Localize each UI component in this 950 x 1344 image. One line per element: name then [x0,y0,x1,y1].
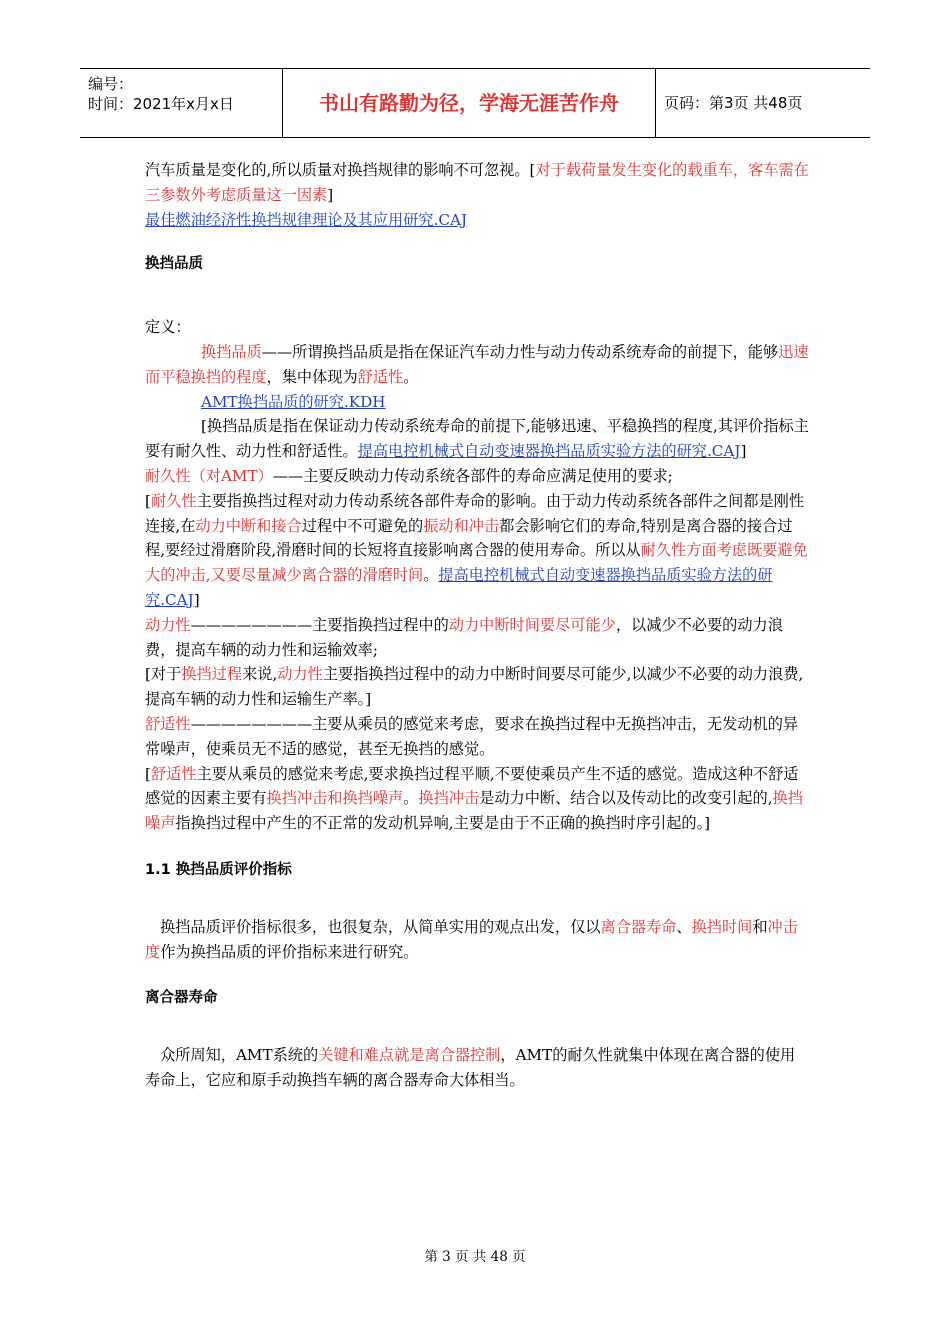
header-page-info: 页码：第3页 共48页 [664,94,803,112]
header-meta-cell [80,69,283,137]
page-header [80,68,870,138]
heading-shift-quality: 换挡品质 [145,256,203,273]
page-footer: 第 3 页 共 48 页 [424,1249,526,1265]
paragraph-durability: 耐久性（对AMT）——主要反映动力传动系统各部件的寿命应满足使用的要求; [145,466,673,485]
paragraph-comfort-quote: [舒适性主要从乘员的感觉来考虑,要求换挡过程平顺,不要使乘员产生不适的感觉。造成这种不舒适感觉的因素主要有换挡冲击和换挡噪声。换挡冲击是动力中断、结合以及传动比的改变引起的,换挡噪声指换挡过程中产生的不正常的发动机异响,主要是由于不正确的换挡时序引起的。] [145,764,803,833]
header-motto: 书山有路勤为径，学海无涯苦作舟 [283,69,656,137]
paragraph-quality-definition-quote: [换挡品质是指在保证动力传动系统寿命的前提下,能够迅速、平稳换挡的程度,其评价指标主要有耐久性、动力性和舒适性。提高电控机械式自动变速器换挡品质实验方法的研究.CAJ] [145,417,809,461]
doc-number-label: 编号： [88,75,134,93]
paragraph-evaluation-index: 换挡品质评价指标很多，也很复杂，从简单实用的观点出发，仅以离合器寿命、换挡时间和冲击度作为换挡品质的评价指标来进行研究。 [145,917,798,961]
paragraph-definition: 换挡品质——所谓换挡品质是指在保证汽车动力性与动力传动系统寿命的前提下，能够迅速而平稳换挡的程度，集中体现为舒适性。 [145,342,809,386]
paragraph-power: 动力性————————主要指换挡过程中的动力中断时间要尽可能少，以减少不必要的动力浪费，提高车辆的动力性和运输效率; [145,615,783,659]
paragraph-comfort: 舒适性————————主要从乘员的感觉来考虑，要求在换挡过程中无换挡冲击，无发动机的异常噪声，使乘员无不适的感觉，甚至无换挡的感觉。 [145,714,799,758]
paragraph-power-quote: [对于换挡过程来说,动力性主要指换挡过程中的动力中断时间要尽可能少,以减少不必要的动力浪费,提高车辆的动力性和运输生产率。] [145,665,804,709]
paragraph-durability-quote: [耐久性主要指换挡过程对动力传动系统各部件寿命的影响。由于动力传动系统各部件之间都是刚性连接,在动力中断和接合过程中不可避免的振动和冲击都会影响它们的寿命,特别是离合器的接合过程,要经过滑磨阶段,滑磨时间的长短将直接影响离合器的使用寿命。所以从耐久性方面考虑既要避免大的冲击,又要尽量减少离合器的滑磨时间。提高电控机械式自动变速器换挡品质实验方法的研究.CAJ] [145,491,808,609]
link-quality-test-method-1[interactable]: 提高电控机械式自动变速器换挡品质实验方法的研究.CAJ [357,442,741,461]
paragraph-clutch-life: 众所周知，AMT系统的关键和难点就是离合器控制，AMT的耐久性就集中体现在离合器的使用寿命上，它应和原手动换挡车辆的离合器寿命大体相当。 [145,1046,796,1089]
paragraph-mass: 汽车质量是变化的,所以质量对换挡规律的影响不可忽视。[对于载荷量发生变化的载重车，客车需在三参数外考虑质量这一因素] [145,161,809,204]
doc-date-label: 时间：2021年x月x日 [88,95,234,113]
link-fuel-economy-paper[interactable]: 最佳燃油经济性换挡规律理论及其应用研究.CAJ [145,210,468,229]
link-amt-quality-kdh[interactable]: AMT换挡品质的研究.KDH [201,392,386,411]
definition-label: 定义： [145,318,191,337]
link-quality-test-method-2[interactable]: 提高电控机械式自动变速器换挡品质实验方法的研究.CAJ [145,566,773,609]
heading-clutch-life: 离合器寿命 [145,990,218,1007]
heading-evaluation-index: 1.1 换挡品质评价指标 [145,861,292,878]
document-body [145,158,810,1093]
